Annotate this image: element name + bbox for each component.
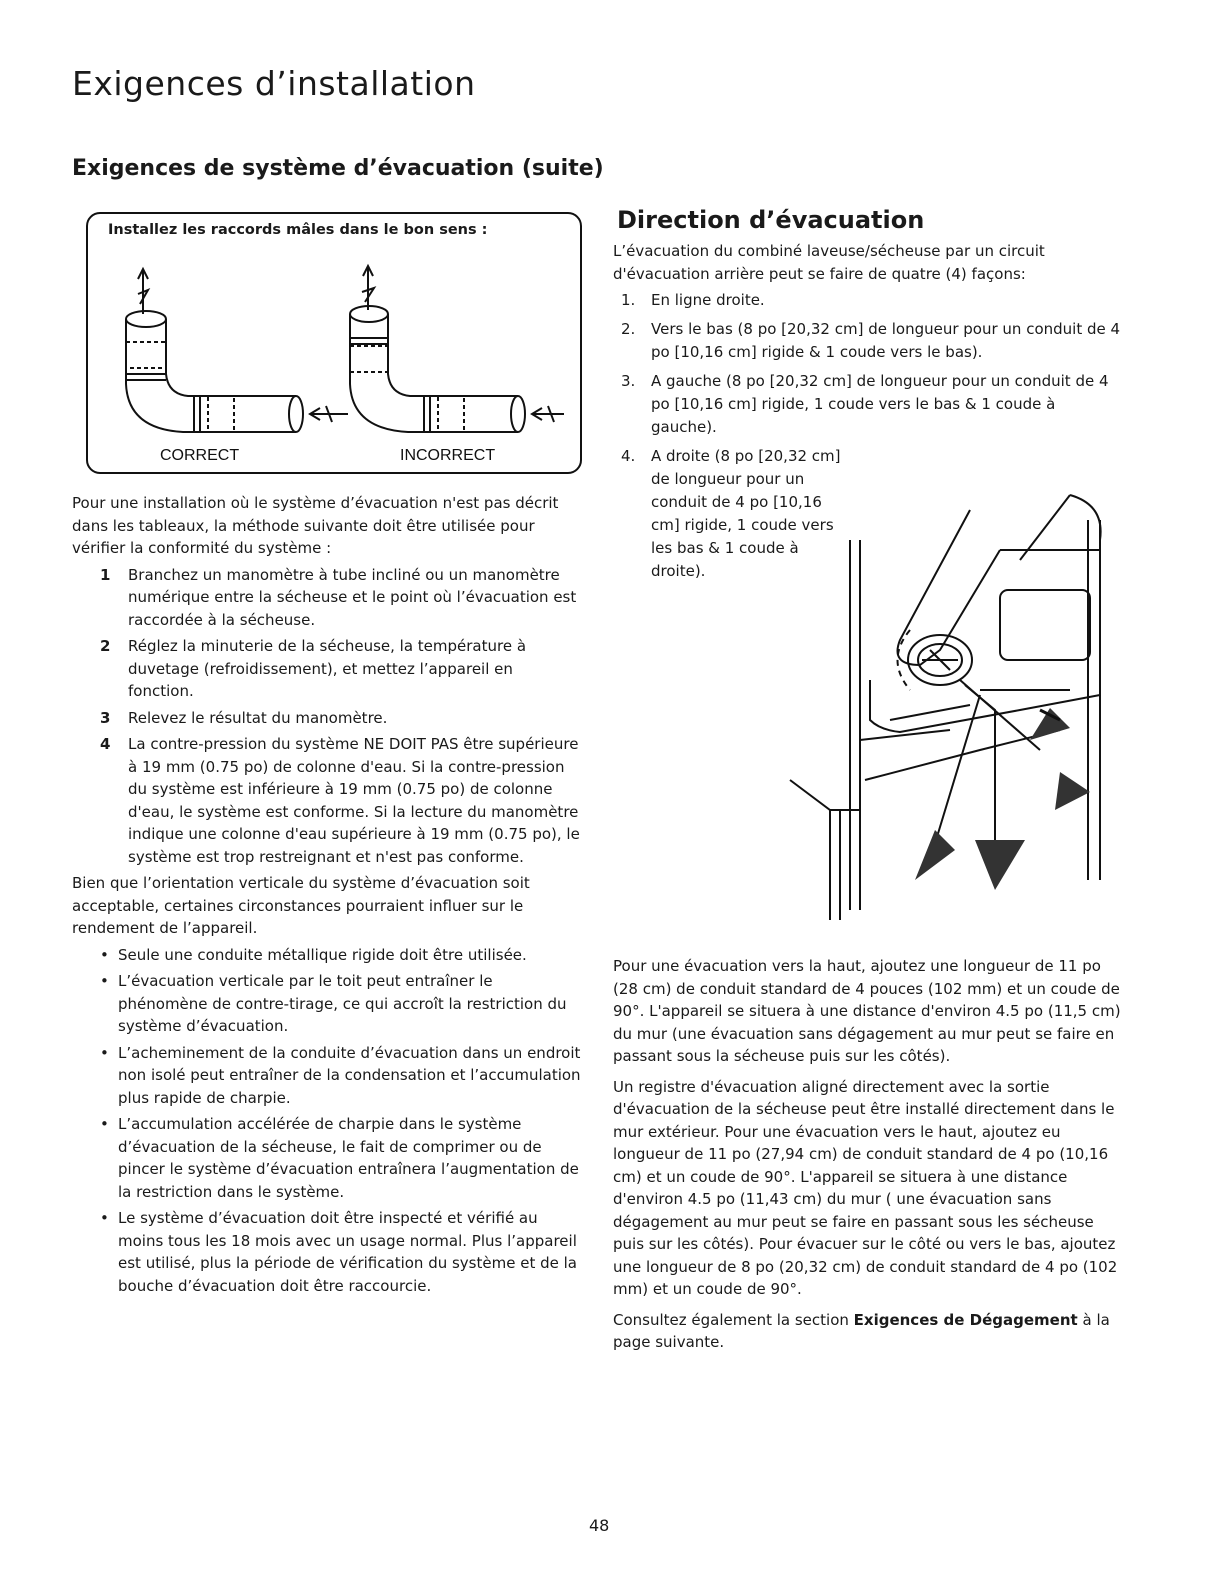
bullet-item: • L’évacuation verticale par le toit peut entraîner le phénomène de contre-tirage, ce qui accroît la restriction du système d’évacuation. (100, 972, 567, 1035)
option-text: Vers le bas (8 po [20,32 cm] de longueur pour un conduit de 4 po [10,16 cm] rigide & 1 coude vers le bas). (651, 320, 1121, 361)
right-lower-text (613, 955, 1123, 1362)
page-number: 48 (589, 1516, 610, 1535)
correct-elbow-illustration (126, 269, 348, 432)
bullet-text: Seule une conduite métallique rigide doit être utilisée. (118, 945, 527, 964)
elbow-diagram (88, 214, 580, 472)
step-text: Réglez la minuterie de la sécheuse, la température à duvetage (refroidissement), et mettez l’appareil en fonction. (128, 637, 527, 700)
section-title: Exigences de système d’évacuation (suite) (72, 156, 604, 181)
upward-exhaust-paragraph: Pour une évacuation vers la haut, ajoutez une longueur de 11 po (28 cm) de conduit standard de 4 pouces (102 mm) et un coude de 90°. L'appareil se situera à une distance d'environ 4.5 po (11,5 cm) du mur (une évacuation sans dégagement au mur peut se faire en passant sous la sécheuse puis sur les côtés). (613, 957, 1121, 1065)
bullet-item: • L’accumulation accélérée de charpie dans le système d’évacuation de la sécheuse, le fait de comprimer ou de pincer le système d’évacuation entraînera l’augmentation de la restriction dans le système. (100, 1115, 579, 1201)
step-number: 1 (100, 565, 111, 584)
step-number: 4 (100, 735, 111, 753)
procedure-steps (72, 564, 582, 869)
bullet-text: Le système d’évacuation doit être inspecté et vérifié au moins tous les 18 mois avec un usage normal. Plus l’appareil est utilisé, plus la période de vérification du système et de la bouche d’évacuation doit être raccourcie. (118, 1209, 577, 1295)
bullet-text: L’évacuation verticale par le toit peut entraîner le phénomène de contre-tirage, ce qui accroît la restriction du système d’évacuation. (118, 972, 567, 1035)
dryer-exhaust-illustration (770, 480, 1120, 930)
step-text: Branchez un manomètre à tube incliné ou un manomètre numérique entre la sécheuse et le point où l’évacuation est raccordée à la sécheuse. (128, 565, 577, 629)
bullet-item: • Seule une conduite métallique rigide doit être utilisée. (100, 945, 527, 964)
step-number: 2 (100, 637, 111, 655)
option-text: En ligne droite. (651, 291, 765, 309)
option-number: 3. (621, 372, 636, 390)
left-column (72, 212, 582, 1301)
exhaust-direction-title: Direction d’évacuation (617, 206, 925, 234)
page-title: Exigences d’installation (72, 64, 476, 103)
step-item (72, 707, 582, 730)
step-item (72, 564, 582, 632)
clearance-section-reference: Exigences de Dégagement (853, 1310, 1078, 1329)
backpressure-intro: Pour une installation où le système d’évacuation n'est pas décrit dans les tableaux, la méthode suivante doit être utilisée pour vérifier la conformité du système : (72, 494, 559, 557)
option-number: 2. (621, 320, 636, 338)
orientation-intro: Bien que l’orientation verticale du système d’évacuation soit acceptable, certaines circonstances pourraient influer sur le rendement de l’appareil. (72, 874, 530, 937)
orientation-bullets (72, 944, 582, 1298)
bullet-text: L’acheminement de la conduite d’évacuation dans un endroit non isolé peut entraîner de la condensation et l’accumulation plus rapide de charpie. (118, 1043, 581, 1107)
incorrect-elbow-illustration (350, 266, 564, 432)
option-text: A gauche (8 po [20,32 cm] de longueur pour un conduit de 4 po [10,16 cm] rigide, 1 coude vers le bas & 1 coude à gauche). (651, 372, 1109, 436)
exhaust-register-paragraph: Un registre d'évacuation aligné directement avec la sortie d'évacuation de la sécheuse peut être installé directement dans le mur extérieur. Pour une évacuation vers le haut, ajoutez eu longueur de 11 po (27,94 cm) de conduit standard de 4 po (10,16 cm) et un coude de 90°. L'appareil se situera à une distance d'environ 4.5 po (11,43 cm) du mur ( une évacuation sans dégagement au mur peut se faire en passant sous les sécheuse puis sur les côtés). Pour évacuer sur le côté ou vers le bas, ajoutez une longueur de 8 po (20,32 cm) de conduit standard de 4 po (102 mm) et un coude de 90°. (613, 1077, 1118, 1298)
bullet-item: • Le système d’évacuation doit être inspecté et vérifié au moins tous les 18 mois avec un usage normal. Plus l’appareil est utilisé, plus la période de vérification du système et de la bouche d’évacuation doit être raccourcie. (100, 1209, 577, 1295)
step-text: La contre-pression du système NE DOIT PAS être supérieure à 19 mm (0.75 po) de colonne d'eau. Si la contre-pression du système est inférieure à 19 mm (0.75 po) de colonne d'eau, le système est conforme. Si la lecture du manomètre indique une colonne d'eau supérieure à 19 mm (0.75 po), le système est trop restreignant et n'est pas conforme. (128, 735, 580, 866)
exhaust-direction-intro: L’évacuation du combiné laveuse/sécheuse par un circuit d'évacuation arrière peut se faire de quatre (4) façons: (613, 242, 1045, 283)
step-number: 3 (100, 708, 111, 727)
connector-figure (86, 212, 582, 474)
step-item (72, 733, 582, 868)
direction-item (613, 318, 1123, 364)
option-text: A droite (8 po [20,32 cm] de longueur pour un conduit de 4 po [10,16 cm] rigide, 1 coude vers les bas & 1 coude à droite). (651, 447, 841, 580)
direction-item (613, 370, 1123, 439)
figure-caption: Installez les raccords mâles dans le bon sens : (108, 222, 488, 238)
bullet-item: • L’acheminement de la conduite d’évacuation dans un endroit non isolé peut entraîner de la condensation et l’accumulation plus rapide de charpie. (100, 1043, 581, 1107)
consult-suffix: à la page suivante. (613, 1310, 1110, 1351)
label-incorrect: INCORRECT (400, 447, 496, 464)
direction-item (613, 289, 1123, 312)
step-item (72, 635, 582, 703)
option-number: 4. (621, 447, 636, 465)
bullet-text: L’accumulation accélérée de charpie dans le système d’évacuation de la sécheuse, le fait de comprimer ou de pincer le système d’évacuation entraînera l’augmentation de la restriction dans le système. (118, 1115, 579, 1201)
consult-paragraph (613, 1309, 1123, 1354)
consult-prefix: Consultez également la section (613, 1310, 854, 1329)
step-text: Relevez le résultat du manomètre. (128, 708, 388, 727)
option-number: 1. (621, 291, 636, 309)
label-correct: CORRECT (160, 447, 240, 464)
